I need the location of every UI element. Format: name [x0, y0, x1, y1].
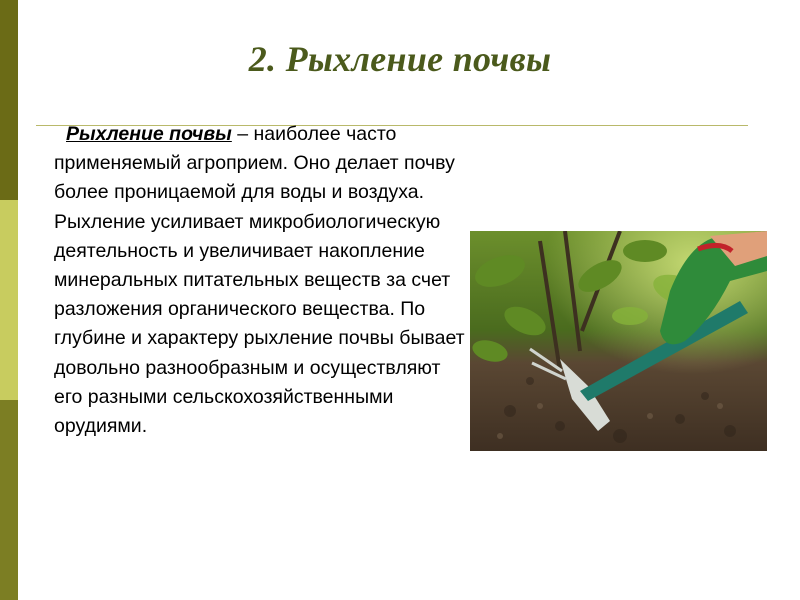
lead-term: Рыхление почвы	[66, 123, 232, 145]
body-paragraph	[54, 120, 474, 441]
slide-title: 2. Рыхление почвы	[248, 39, 552, 79]
sidebar-stripe-bottom	[0, 400, 18, 600]
sidebar-stripe-middle	[0, 200, 18, 400]
garden-hoe-photo	[470, 231, 767, 451]
sidebar-stripe-top	[0, 0, 18, 200]
body-text: – наиболее часто применяемый агроприем. Оно делает почву более проницаемой для воды и воздуха. Рыхление усиливает микробиологическую деятельность и увеличивает накопление минеральных питательных веществ за счет разложения органического вещества. По глубине и характеру рыхление почвы бывает довольно разнообразным и осуществляют его разными сельскохозяйственными орудиями.	[54, 123, 465, 438]
